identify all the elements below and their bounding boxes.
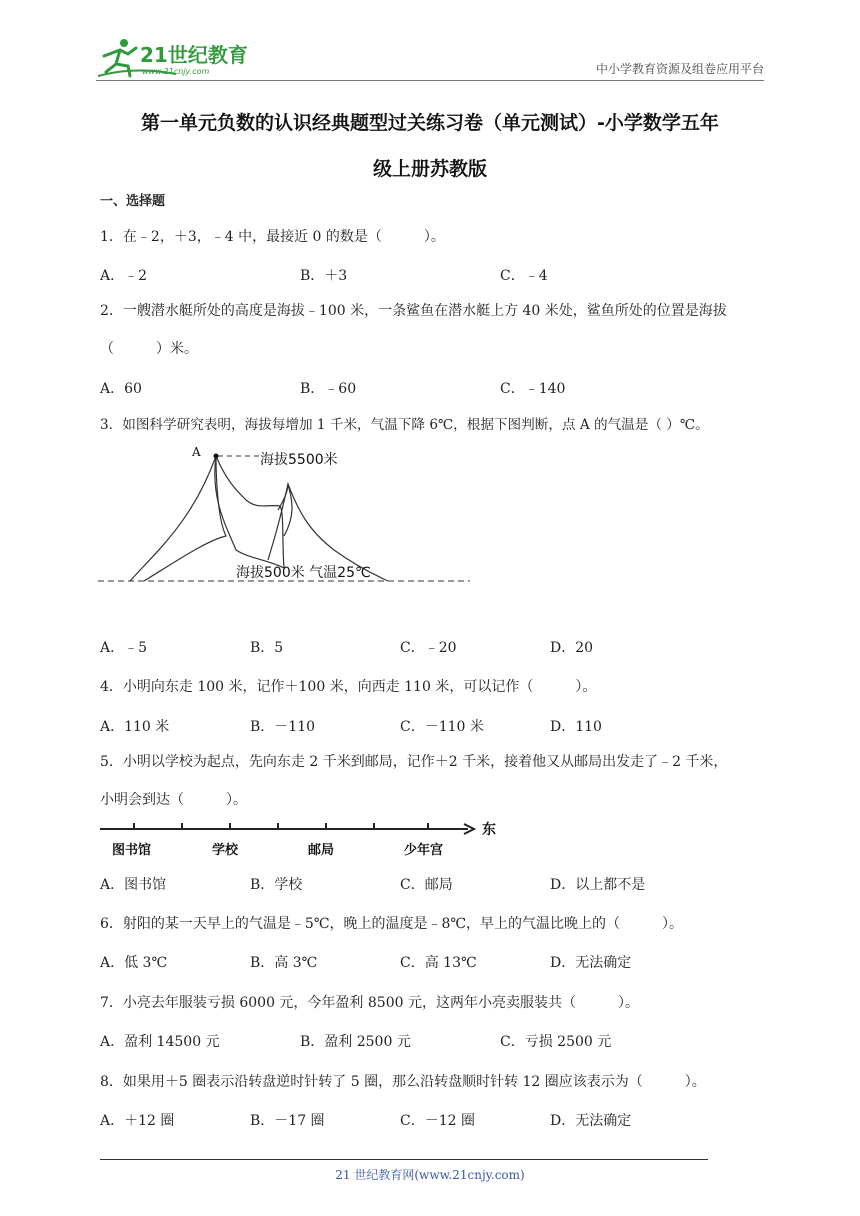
question-6: 6．射阳的某一天早上的气温是﹣5℃，晚上的温度是﹣8℃，早上的气温比晚上的（ ）。 — [100, 916, 684, 932]
footer-divider — [100, 1159, 708, 1160]
school-label: 学校 — [212, 843, 239, 858]
direction-east-label: 东 — [482, 822, 496, 838]
question-8: 8．如果用＋5 圈表示沿转盘逆时针转了 5 圈，那么沿转盘顺时针转 12 圈应该表示为（ ）。 — [100, 1074, 706, 1090]
q7-option-c[interactable]: C．亏损 2500 元 — [500, 1034, 612, 1050]
q5-option-c[interactable]: C．邮局 — [400, 877, 453, 893]
q3-option-c[interactable]: C．﹣20 — [400, 640, 457, 656]
header-divider — [96, 80, 764, 81]
number-line-icon — [98, 816, 508, 860]
q8-option-a[interactable]: A．＋12 圈 — [100, 1113, 175, 1129]
q6-option-d[interactable]: D．无法确定 — [550, 955, 632, 971]
q8-option-b[interactable]: B．－17 圈 — [250, 1113, 325, 1129]
post-office-label: 邮局 — [308, 843, 335, 858]
site-logo — [96, 36, 266, 80]
question-2-cont: （ ）米。 — [100, 341, 198, 357]
q6-option-b[interactable]: B．高 3℃ — [250, 955, 318, 971]
runner-logo-icon — [96, 36, 266, 80]
q1-option-c[interactable]: C．﹣4 — [500, 268, 548, 284]
question-5-cont: 小明会到达（ ）。 — [100, 792, 247, 808]
point-a-label: A — [192, 445, 201, 459]
section-heading: 一、选择题 — [100, 194, 166, 209]
mountain-figure — [98, 440, 478, 590]
q8-option-c[interactable]: C．－12 圈 — [400, 1113, 475, 1129]
altitude-top-label: 海拔5500米 — [260, 452, 338, 468]
question-2: 2．一艘潜水艇所处的高度是海拔﹣100 米，一条鲨鱼在潜水艇上方 40 米处，鲨鱼所处的位置是海拔 — [100, 303, 727, 319]
q2-option-a[interactable]: A．60 — [100, 381, 142, 397]
q1-option-b[interactable]: B．＋3 — [300, 268, 348, 284]
q3-option-d[interactable]: D．20 — [550, 640, 594, 656]
question-7: 7．小亮去年服装亏损 6000 元，今年盈利 8500 元，这两年小亮卖服装共（ ）。 — [100, 995, 639, 1011]
q1-option-a[interactable]: A．﹣2 — [100, 268, 148, 284]
q8-option-d[interactable]: D．无法确定 — [550, 1113, 632, 1129]
q4-option-c[interactable]: C．－110 米 — [400, 719, 484, 735]
number-line-figure — [98, 816, 508, 860]
q5-option-a[interactable]: A．图书馆 — [100, 877, 167, 893]
question-1: 1．在﹣2，＋3，﹣4 中，最接近 0 的数是（ ）。 — [100, 229, 445, 245]
q3-option-a[interactable]: A．﹣5 — [100, 640, 148, 656]
page-title-line-2: 级上册苏教版 — [372, 158, 487, 180]
altitude-bottom-label: 海拔500米 气温25℃ — [236, 565, 371, 581]
q7-option-b[interactable]: B．盈利 2500 元 — [300, 1034, 411, 1050]
mountain-sketch-icon — [98, 440, 478, 590]
q5-option-d[interactable]: D．以上都不是 — [550, 877, 646, 893]
q4-option-d[interactable]: D．110 — [550, 719, 602, 735]
q7-option-a[interactable]: A．盈利 14500 元 — [100, 1034, 220, 1050]
q3-option-b[interactable]: B．5 — [250, 640, 284, 656]
logo-text: 21世纪教育 — [140, 43, 248, 67]
library-label: 图书馆 — [112, 843, 152, 858]
page-title-line-1: 第一单元负数的认识经典题型过关练习卷（单元测试）-小学数学五年 — [141, 112, 719, 134]
header-tagline: 中小学教育资源及组卷应用平台 — [595, 62, 764, 76]
question-5: 5．小明以学校为起点，先向东走 2 千米到邮局，记作＋2 千米，接着他又从邮局出发走了﹣2 千米， — [100, 754, 728, 770]
q2-option-b[interactable]: B．﹣60 — [300, 381, 357, 397]
youth-palace-label: 少年宫 — [404, 843, 444, 858]
q5-option-b[interactable]: B．学校 — [250, 877, 303, 893]
q2-option-c[interactable]: C．﹣140 — [500, 381, 566, 397]
q4-option-b[interactable]: B．－110 — [250, 719, 316, 735]
q4-option-a[interactable]: A．110 米 — [100, 719, 170, 735]
logo-url: www.21cnjy.com — [142, 67, 210, 76]
question-3: 3．如图科学研究表明，海拔每增加 1 千米，气温下降 6℃，根据下图判断，点 A 的气温是（ ）℃。 — [100, 417, 709, 433]
question-4: 4．小明向东走 100 米，记作＋100 米，向西走 110 米，可以记作（ ）。 — [100, 679, 597, 695]
q6-option-c[interactable]: C．高 13℃ — [400, 955, 477, 971]
q6-option-a[interactable]: A．低 3℃ — [100, 955, 168, 971]
footer-link[interactable]: 21 世纪教育网(www.21cnjy.com) — [335, 1168, 525, 1182]
